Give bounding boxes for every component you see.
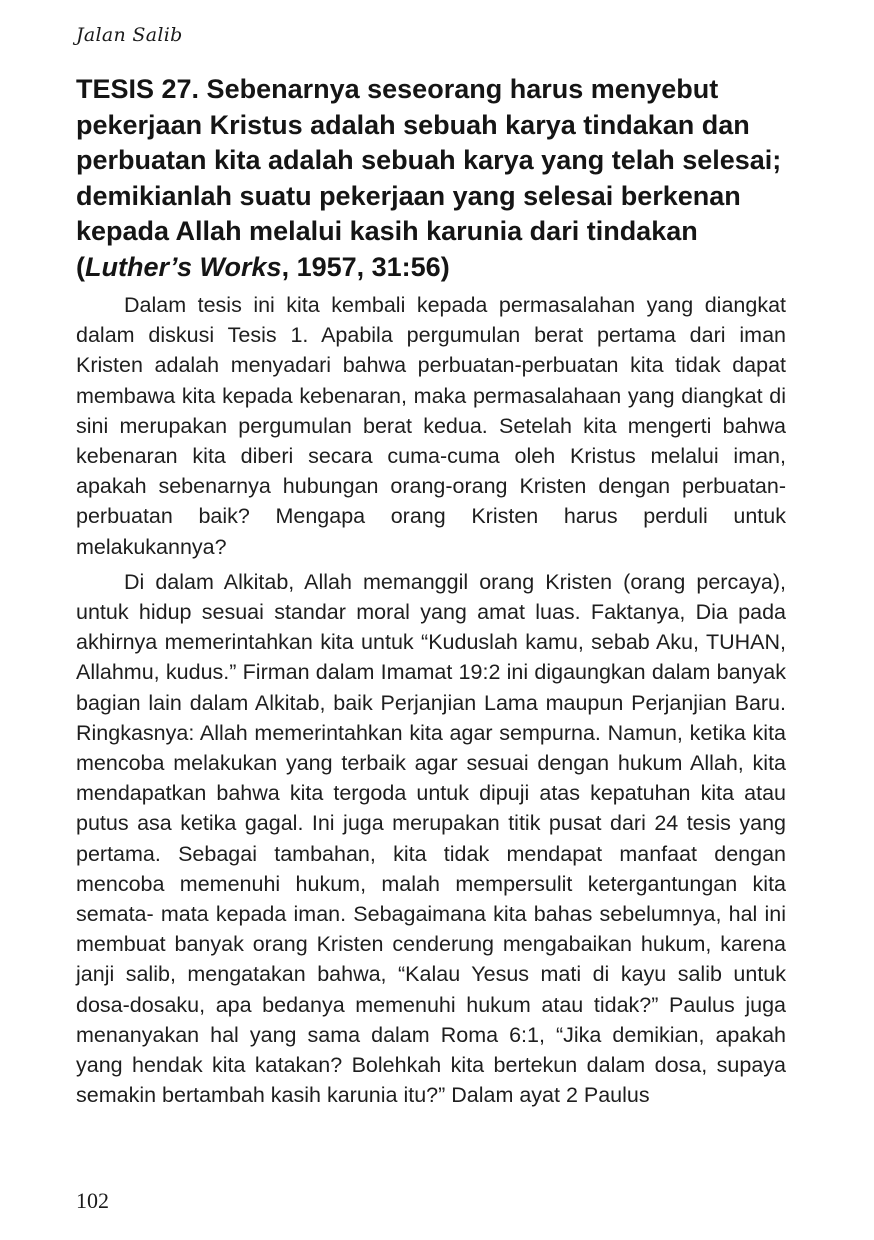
running-head: Jalan Salib bbox=[76, 24, 183, 46]
paragraph: Dalam tesis ini kita kembali kepada permasalahan yang diangkat dalam diskusi Tesis 1. Apabila pergumulan berat pertama dari iman Kristen adalah menyadari bahwa perbuatan-perbuatan kita tidak dapat membawa kita kepada kebenaran, maka permasalahaan yang diangkat di sini merupakan pergumulan berat kedua. Setelah kita mengerti bahwa kebenaran kita diberi secara cuma-cuma oleh Kristus melalui iman, apakah sebenarnya hubungan orang-orang Kristen dengan perbuatan-perbuatan baik? Mengapa orang Kristen harus perduli untuk melakukannya? bbox=[76, 293, 786, 559]
heading-text: TESIS 27. Sebenarnya seseorang harus menyebut pekerjaan Kristus adalah sebuah karya tindakan dan perbuatan kita adalah sebuah karya yang telah selesai; demikianlah suatu pekerjaan yang selesai berkenan kepada Allah melalui kasih karunia dari tindakan ( bbox=[76, 74, 782, 282]
paragraph: Di dalam Alkitab, Allah memanggil orang Kristen (orang percaya), untuk hidup sesuai standar moral yang amat luas. Faktanya, Dia pada akhirnya memerintahkan kita untuk “Kuduslah kamu, sebab Aku, TUHAN, Allahmu, kudus.” Firman dalam Imamat 19:2 ini digaungkan dalam banyak bagian lain dalam Alkitab, baik Perjanjian Lama maupun Perjanjian Baru. Ringkasnya: Allah memerintahkan kita agar sempurna. Namun, ketika kita mencoba melakukan yang terbaik agar sesuai dengan hukum Allah, kita mendapatkan bahwa kita tergoda untuk dipuji atas kepatuhan kita atau putus asa ketika gagal. Ini juga merupakan titik pusat dari 24 tesis yang pertama. Sebagai tambahan, kita tidak mendapat manfaat dengan mencoba memenuhi hukum, malah mempersulit ketergantungan kita semata- mata kepada iman. Sebagaimana kita bahas sebelumnya, hal ini membuat banyak orang Kristen cenderung mengabaikan hukum, karena janji salib, mengatakan bahwa, “Kalau Yesus mati di kayu salib untuk dosa-dosaku, apa bedanya memenuhi hukum atau tidak?” Paulus juga menanyakan hal yang sama dalam Roma 6:1, “Jika demikian, apakah yang hendak kita katakan? Bolehkah kita bertekun dalam dosa, supaya semakin bertambah kasih karunia itu?” Dalam ayat 2 Paulus bbox=[76, 569, 786, 1108]
thesis-heading bbox=[76, 72, 796, 285]
heading-citation: , 1957, 31:56) bbox=[281, 251, 450, 282]
page-number: 102 bbox=[76, 1188, 109, 1213]
heading-italic-title: Luther’s Works bbox=[85, 251, 282, 282]
body-text bbox=[76, 290, 786, 1110]
